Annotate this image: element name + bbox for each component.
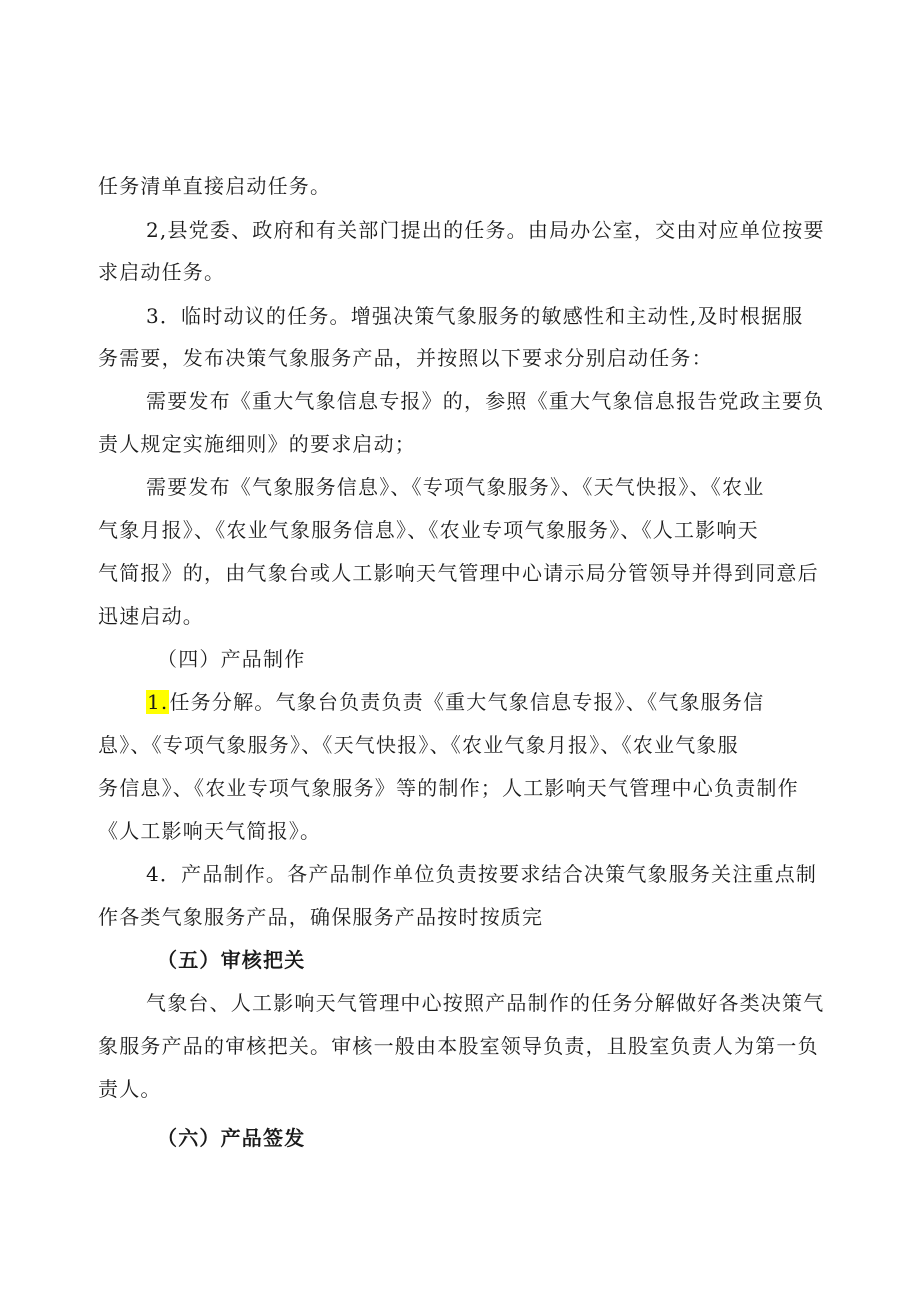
paragraph-line: 2,县党委、政府和有关部门提出的任务。由局办公室，交由对应单位按要 (146, 218, 825, 242)
paragraph-line: 气简报》的，由气象台或人工影响天气管理中心请示局分管领导并得到同意后 (98, 561, 819, 585)
paragraph-line: 责人规定实施细则》的要求启动； (98, 432, 416, 456)
paragraph-line: 《人工影响天气简报》。 (98, 819, 322, 843)
paragraph-text: 任务分解。气象台负责负责《重大气象信息专报》、《气象服务信 (169, 690, 765, 714)
paragraph-line: 求启动任务。 (98, 260, 226, 284)
paragraph-line: 息》、《专项气象服务》、《天气快报》、《农业气象月报》、《农业气象服 (98, 733, 739, 757)
paragraph-line: 任务清单直接启动任务。 (98, 174, 332, 198)
section-heading: （六）产品签发 (157, 1126, 306, 1150)
paragraph-line: 需要发布《重大气象信息专报》的，参照《重大气象信息报告党政主要负 (146, 389, 825, 413)
paragraph-line: 迅速启动。 (98, 604, 204, 628)
paragraph-line: 需要发布《气象服务信息》、《专项气象服务》、《天气快报》、《农业 (146, 475, 765, 499)
paragraph-line: 象服务产品的审核把关。审核一般由本股室领导负责，且股室负责人为第一负 (98, 1034, 819, 1058)
paragraph-line: 气象台、人工影响天气管理中心按照产品制作的任务分解做好各类决策气 (146, 991, 825, 1015)
paragraph-line: 务信息》、《农业专项气象服务》等的制作；人工影响天气管理中心负责制作 (98, 776, 799, 800)
paragraph-line: 气象月报》、《农业气象服务信息》、《农业专项气象服务》、《人工影响天 (98, 518, 759, 542)
paragraph-line: 务需要，发布决策气象服务产品，并按照以下要求分别启动任务： (98, 346, 713, 370)
section-heading: （五）审核把关 (157, 948, 306, 972)
paragraph-line: 4．产品制作。各产品制作单位负责按要求结合决策气象服务关注重点制 (146, 862, 818, 886)
highlighted-list-marker: 1. (147, 690, 169, 714)
paragraph-line (146, 688, 764, 716)
paragraph-line: 责人。 (98, 1077, 162, 1101)
paragraph-line: 3．临时动议的任务。增强决策气象服务的敏感性和主动性,及时根据服 (146, 304, 804, 328)
section-heading: （四）产品制作 (157, 647, 306, 671)
paragraph-line: 作各类气象服务产品，确保服务产品按时按质完 (98, 905, 544, 929)
